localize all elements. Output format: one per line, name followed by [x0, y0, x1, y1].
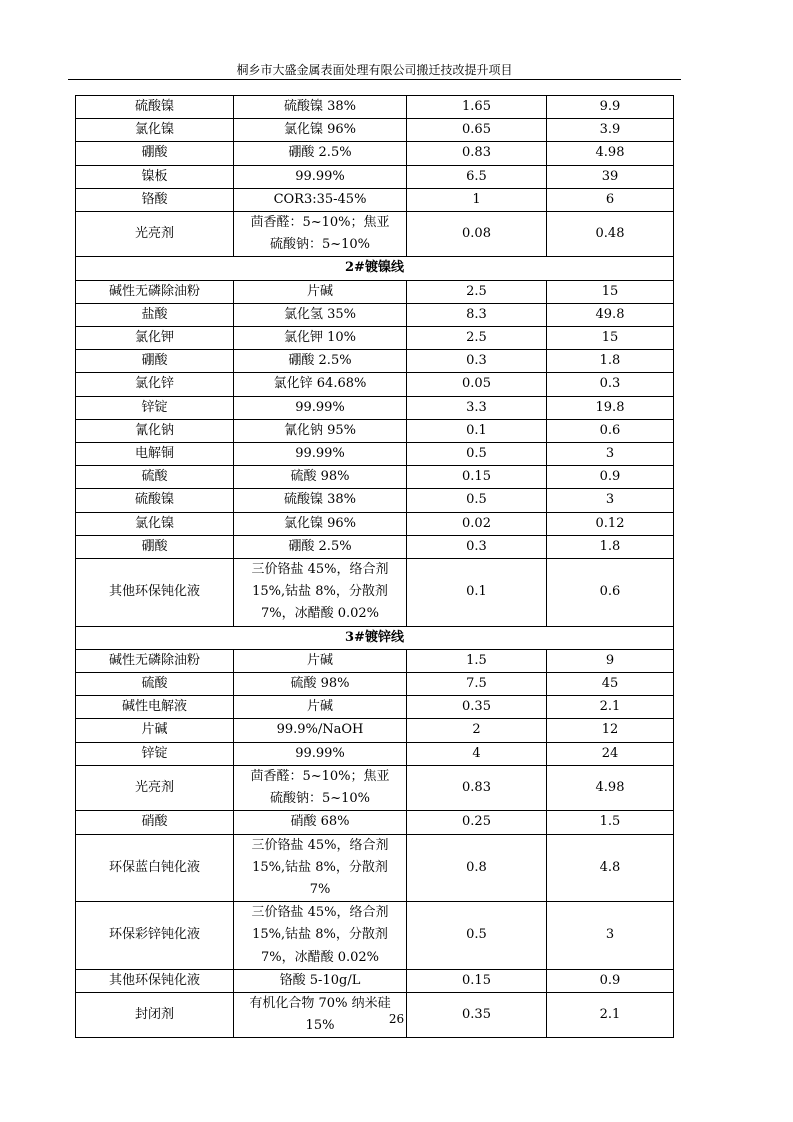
material-spec-cell: 三价铬盐 45%，络合剂 15%,钴盐 8%，分散剂 7% [234, 834, 407, 902]
amount-cell: 3.3 [407, 396, 547, 419]
total-cell: 0.9 [547, 466, 674, 489]
material-name-cell: 硼酸 [76, 535, 234, 558]
amount-cell: 2 [407, 719, 547, 742]
total-cell: 4.8 [547, 834, 674, 902]
material-spec-cell: 氰化钠 95% [234, 419, 407, 442]
amount-cell: 0.02 [407, 512, 547, 535]
material-spec-cell: 硫酸 98% [234, 673, 407, 696]
total-cell: 19.8 [547, 396, 674, 419]
table-row [76, 489, 674, 512]
material-name-cell: 氯化钾 [76, 327, 234, 350]
material-name-cell: 碱性无磷除油粉 [76, 649, 234, 672]
total-cell: 4.98 [547, 142, 674, 165]
table-row [76, 212, 674, 257]
material-spec-cell: 有机化合物 70% 纳米硅 15% [234, 992, 407, 1037]
amount-cell: 0.8 [407, 834, 547, 902]
material-name-cell: 其他环保钝化液 [76, 969, 234, 992]
material-spec-cell: 氯化锌 64.68% [234, 373, 407, 396]
total-cell: 0.3 [547, 373, 674, 396]
table-row [76, 742, 674, 765]
total-cell: 4.98 [547, 765, 674, 810]
material-name-cell: 氯化镍 [76, 512, 234, 535]
material-spec-cell: 三价铬盐 45%，络合剂 15%,钴盐 8%，分散剂 7%，冰醋酸 0.02% [234, 559, 407, 627]
amount-cell: 0.1 [407, 559, 547, 627]
material-name-cell: 铬酸 [76, 188, 234, 211]
material-name-cell: 碱性无磷除油粉 [76, 280, 234, 303]
amount-cell: 1 [407, 188, 547, 211]
table-row [76, 535, 674, 558]
material-spec-cell: 99.9%/NaOH [234, 719, 407, 742]
amount-cell: 7.5 [407, 673, 547, 696]
material-name-cell: 硫酸镍 [76, 96, 234, 119]
total-cell: 9.9 [547, 96, 674, 119]
material-name-cell: 其他环保钝化液 [76, 559, 234, 627]
table-row [76, 765, 674, 810]
material-name-cell: 碱性电解液 [76, 696, 234, 719]
material-spec-cell: 99.99% [234, 742, 407, 765]
material-name-cell: 片碱 [76, 719, 234, 742]
material-name-cell: 锌锭 [76, 396, 234, 419]
table-row [76, 419, 674, 442]
total-cell: 12 [547, 719, 674, 742]
material-spec-cell: 硫酸镍 38% [234, 96, 407, 119]
material-name-cell: 镍板 [76, 165, 234, 188]
table-row [76, 188, 674, 211]
material-name-cell: 氯化锌 [76, 373, 234, 396]
material-spec-cell: 茴香醛：5~10%；焦亚硫酸钠：5~10% [234, 765, 407, 810]
total-cell: 49.8 [547, 303, 674, 326]
table-row [76, 303, 674, 326]
total-cell: 2.1 [547, 992, 674, 1037]
amount-cell: 0.35 [407, 992, 547, 1037]
material-spec-cell: 99.99% [234, 443, 407, 466]
total-cell: 3 [547, 443, 674, 466]
table-row [76, 673, 674, 696]
materials-table-body [76, 96, 674, 1038]
table-row [76, 327, 674, 350]
amount-cell: 0.5 [407, 443, 547, 466]
amount-cell: 0.5 [407, 489, 547, 512]
material-name-cell: 硼酸 [76, 142, 234, 165]
material-spec-cell: 氯化镍 96% [234, 512, 407, 535]
amount-cell: 0.1 [407, 419, 547, 442]
material-name-cell: 环保蓝白钝化液 [76, 834, 234, 902]
material-spec-cell: 99.99% [234, 396, 407, 419]
material-spec-cell: 硝酸 68% [234, 811, 407, 834]
material-spec-cell: 铬酸 5-10g/L [234, 969, 407, 992]
table-row [76, 119, 674, 142]
material-name-cell: 硫酸 [76, 466, 234, 489]
material-name-cell: 盐酸 [76, 303, 234, 326]
material-spec-cell: 99.99% [234, 165, 407, 188]
amount-cell: 8.3 [407, 303, 547, 326]
page-header: 桐乡市大盛金属表面处理有限公司搬迁技改提升项目 [68, 62, 681, 80]
section-title: 2#镀镍线 [76, 257, 674, 280]
amount-cell: 0.08 [407, 212, 547, 257]
amount-cell: 0.5 [407, 902, 547, 970]
material-spec-cell: 硫酸镍 38% [234, 489, 407, 512]
material-spec-cell: 氯化氢 35% [234, 303, 407, 326]
table-row [76, 969, 674, 992]
section-header-row [76, 626, 674, 649]
material-spec-cell: 片碱 [234, 696, 407, 719]
table-row [76, 649, 674, 672]
total-cell: 15 [547, 280, 674, 303]
total-cell: 6 [547, 188, 674, 211]
total-cell: 1.8 [547, 350, 674, 373]
material-spec-cell: 片碱 [234, 649, 407, 672]
material-spec-cell: 硼酸 2.5% [234, 535, 407, 558]
amount-cell: 1.5 [407, 649, 547, 672]
material-name-cell: 硝酸 [76, 811, 234, 834]
total-cell: 3 [547, 902, 674, 970]
table-row [76, 142, 674, 165]
section-title: 3#镀锌线 [76, 626, 674, 649]
material-name-cell: 封闭剂 [76, 992, 234, 1037]
material-spec-cell: COR3:35-45% [234, 188, 407, 211]
material-name-cell: 氰化钠 [76, 419, 234, 442]
table-row [76, 443, 674, 466]
table-row [76, 96, 674, 119]
total-cell: 0.48 [547, 212, 674, 257]
table-row [76, 165, 674, 188]
material-spec-cell: 氯化镍 96% [234, 119, 407, 142]
amount-cell: 0.3 [407, 535, 547, 558]
table-row [76, 902, 674, 970]
total-cell: 45 [547, 673, 674, 696]
amount-cell: 0.83 [407, 765, 547, 810]
amount-cell: 0.05 [407, 373, 547, 396]
table-row [76, 811, 674, 834]
page-number: 26 [388, 1012, 405, 1026]
total-cell: 1.8 [547, 535, 674, 558]
material-spec-cell: 氯化钾 10% [234, 327, 407, 350]
total-cell: 0.6 [547, 419, 674, 442]
amount-cell: 4 [407, 742, 547, 765]
table-row [76, 396, 674, 419]
material-name-cell: 光亮剂 [76, 765, 234, 810]
amount-cell: 6.5 [407, 165, 547, 188]
amount-cell: 0.65 [407, 119, 547, 142]
material-spec-cell: 片碱 [234, 280, 407, 303]
amount-cell: 0.3 [407, 350, 547, 373]
amount-cell: 0.15 [407, 466, 547, 489]
amount-cell: 2.5 [407, 327, 547, 350]
total-cell: 1.5 [547, 811, 674, 834]
amount-cell: 0.83 [407, 142, 547, 165]
table-row [76, 834, 674, 902]
total-cell: 2.1 [547, 696, 674, 719]
section-header-row [76, 257, 674, 280]
material-spec-cell: 茴香醛：5~10%；焦亚硫酸钠：5~10% [234, 212, 407, 257]
total-cell: 3.9 [547, 119, 674, 142]
material-spec-cell: 硼酸 2.5% [234, 142, 407, 165]
table-row [76, 350, 674, 373]
total-cell: 24 [547, 742, 674, 765]
material-name-cell: 硫酸 [76, 673, 234, 696]
table-row [76, 559, 674, 627]
material-name-cell: 锌锭 [76, 742, 234, 765]
total-cell: 3 [547, 489, 674, 512]
table-row [76, 466, 674, 489]
total-cell: 9 [547, 649, 674, 672]
total-cell: 0.12 [547, 512, 674, 535]
amount-cell: 0.35 [407, 696, 547, 719]
amount-cell: 2.5 [407, 280, 547, 303]
table-row [76, 280, 674, 303]
material-name-cell: 氯化镍 [76, 119, 234, 142]
amount-cell: 0.15 [407, 969, 547, 992]
material-spec-cell: 三价铬盐 45%，络合剂 15%,钴盐 8%，分散剂 7%，冰醋酸 0.02% [234, 902, 407, 970]
table-row [76, 719, 674, 742]
material-spec-cell: 硫酸 98% [234, 466, 407, 489]
total-cell: 39 [547, 165, 674, 188]
total-cell: 15 [547, 327, 674, 350]
table-row [76, 373, 674, 396]
amount-cell: 1.65 [407, 96, 547, 119]
amount-cell: 0.25 [407, 811, 547, 834]
material-name-cell: 硫酸镍 [76, 489, 234, 512]
table-row [76, 696, 674, 719]
table-row [76, 512, 674, 535]
material-name-cell: 环保彩锌钝化液 [76, 902, 234, 970]
materials-table [75, 95, 674, 1038]
material-name-cell: 硼酸 [76, 350, 234, 373]
material-spec-cell: 硼酸 2.5% [234, 350, 407, 373]
material-name-cell: 电解铜 [76, 443, 234, 466]
total-cell: 0.9 [547, 969, 674, 992]
material-name-cell: 光亮剂 [76, 212, 234, 257]
total-cell: 0.6 [547, 559, 674, 627]
